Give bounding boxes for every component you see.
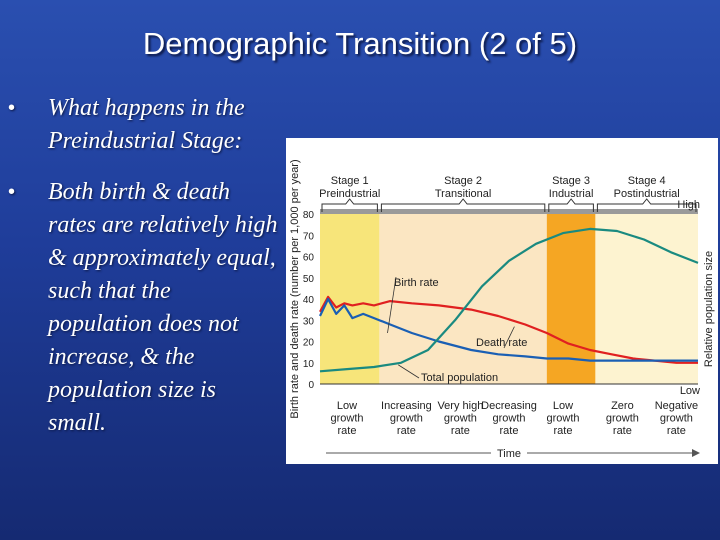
slide-title: Demographic Transition (2 of 5)	[142, 26, 578, 61]
x-category-label	[606, 400, 639, 437]
x-category-line: Zero	[611, 400, 634, 412]
x-category-line: rate	[337, 425, 357, 437]
stage-label: Transitional	[434, 188, 492, 200]
stage-label: Preindustrial	[319, 188, 381, 200]
chart-svg	[286, 138, 718, 464]
bullet-marker: •	[8, 97, 16, 119]
stage-name: Stage 3	[552, 175, 591, 187]
x-category-label	[381, 400, 432, 437]
stage-top-bar	[320, 209, 698, 214]
stage-name: Stage 1	[330, 175, 369, 187]
x-category-line: growth	[492, 412, 526, 425]
x-category-line: growth	[546, 412, 580, 425]
x-category-line: growth	[330, 412, 364, 425]
x-category-line: rate	[396, 425, 416, 437]
x-category-line: rate	[666, 425, 686, 437]
y2-axis-title: Relative population size	[703, 250, 715, 368]
y-tick-label: 80	[302, 210, 314, 221]
bullet-item	[8, 92, 280, 158]
y-tick-label: 0	[308, 380, 314, 391]
stage-name: Stage 2	[444, 175, 483, 187]
x-category-line: Increasing	[381, 400, 432, 412]
annotation-label: Total population	[421, 372, 499, 384]
x-category-line: Low	[552, 400, 574, 412]
x-category-label	[655, 400, 698, 437]
x-axis-title: Time	[496, 448, 522, 460]
y-tick-label: 20	[302, 337, 314, 349]
demographic-transition-chart	[286, 138, 718, 464]
y-tick-label: 10	[302, 358, 314, 370]
y-axis-title: Birth rate and death rate (number per 1,000 per year)	[289, 159, 301, 419]
x-category-label	[481, 400, 537, 437]
y-tick-label: 70	[302, 231, 314, 243]
annotation-label: Birth rate	[394, 277, 439, 289]
x-category-line: growth	[443, 412, 477, 425]
bullet-list	[8, 92, 280, 458]
x-category-label	[330, 400, 363, 437]
annotation-label: Death rate	[476, 337, 528, 349]
x-category-line: growth	[659, 412, 693, 425]
y-tick-label: 60	[302, 252, 314, 264]
stage-band	[595, 214, 698, 384]
bullet-text: What happens in the Preindustrial Stage:	[48, 95, 245, 154]
x-category-line: rate	[499, 425, 519, 437]
stage-name: Stage 4	[627, 175, 666, 187]
x-category-line: Very high	[437, 400, 484, 412]
x-category-line: Low	[336, 400, 358, 412]
y2-tick-low: Low	[679, 385, 700, 397]
y-tick-label: 40	[302, 295, 314, 306]
x-category-line: rate	[450, 425, 470, 437]
x-category-label	[546, 400, 579, 437]
y-tick-label: 50	[302, 273, 314, 285]
bullet-item	[8, 176, 280, 440]
y2-tick-high: High	[677, 199, 700, 211]
time-arrow-head	[692, 449, 700, 457]
bullet-text: Both birth & death rates are relatively high & approximately equal, such that the population does not increase, & the population size is small.	[48, 179, 278, 436]
x-category-line: rate	[612, 425, 632, 437]
x-category-line: Decreasing	[481, 400, 537, 412]
x-category-line: Negative	[654, 400, 699, 412]
x-category-label	[437, 400, 483, 437]
bullet-marker: •	[8, 181, 16, 203]
x-category-line: growth	[389, 412, 423, 425]
y-tick-label: 30	[302, 316, 314, 328]
x-category-line: growth	[605, 412, 639, 425]
x-category-line: rate	[553, 425, 573, 437]
stage-label: Postindustrial	[613, 188, 680, 200]
stage-label: Industrial	[548, 188, 594, 200]
stage-band	[379, 214, 546, 384]
